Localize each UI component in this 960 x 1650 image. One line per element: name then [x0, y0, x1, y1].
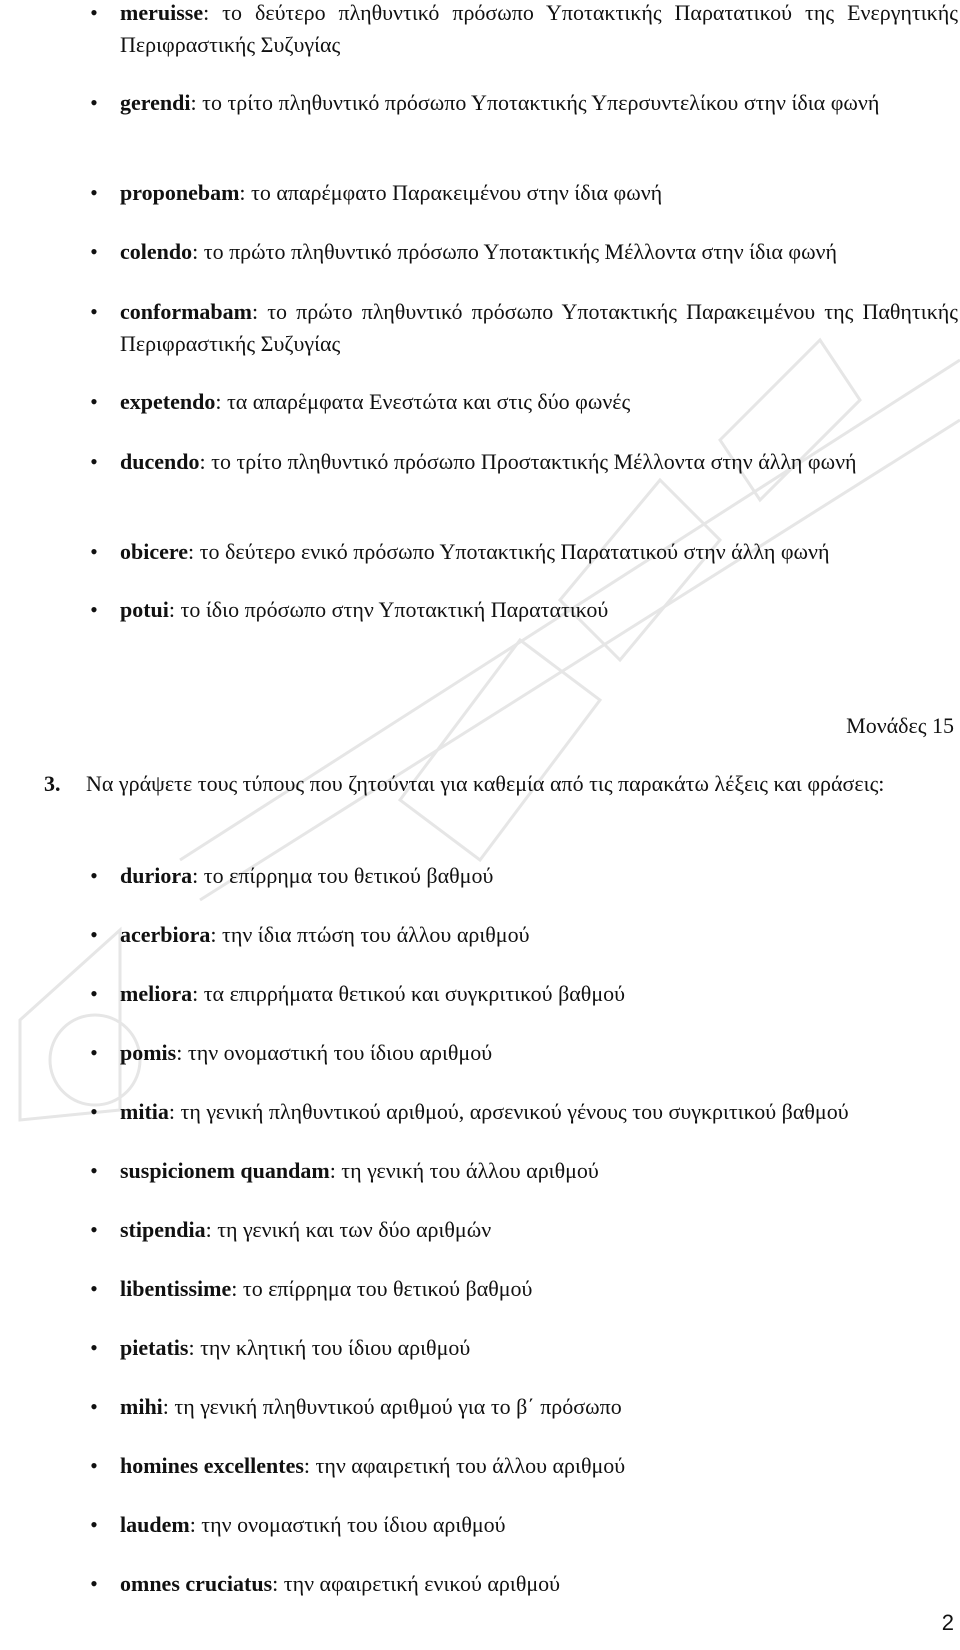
instruction-text: : το δεύτερο ενικό πρόσωπο Υποτακτικής Παρατατικού στην άλλη φωνή — [188, 539, 830, 564]
list-item — [90, 87, 958, 119]
latin-term: omnes cruciatus — [120, 1571, 273, 1596]
list-item — [90, 1509, 958, 1541]
latin-term: mihi — [120, 1394, 163, 1419]
bullet-icon: • — [90, 1099, 98, 1124]
instruction-text: : τη γενική πληθυντικού αριθμού για το β΄ πρόσωπο — [162, 1394, 622, 1419]
instruction-text: : την αφαιρετική ενικού αριθμού — [272, 1571, 561, 1596]
latin-term: laudem — [120, 1512, 190, 1537]
bullet-icon: • — [90, 1394, 98, 1419]
instruction-text: : τα απαρέμφατα Ενεστώτα και στις δύο φωνές — [215, 389, 631, 414]
list-item — [90, 919, 958, 951]
bullet-icon: • — [90, 1453, 98, 1478]
list-item — [90, 1568, 958, 1600]
instruction-text: : το πρώτο πληθυντικό πρόσωπο Υποτακτικής Παρακειμένου της Παθητικής Περιφραστικής Συζυγίας — [120, 299, 958, 356]
list-item — [90, 1391, 958, 1423]
list-item — [90, 536, 958, 568]
list-item — [90, 446, 958, 478]
instruction-text: : το απαρέμφατο Παρακειμένου στην ίδια φωνή — [239, 180, 663, 205]
list-item — [90, 1037, 958, 1069]
bullet-icon: • — [90, 539, 98, 564]
bullet-icon: • — [90, 180, 98, 205]
list-item — [90, 177, 958, 209]
question-3 — [44, 768, 958, 800]
instruction-text: : τη γενική πληθυντικού αριθμού, αρσενικού γένους του συγκριτικού βαθμού — [168, 1099, 849, 1124]
instruction-text: : το τρίτο πληθυντικό πρόσωπο Υποτακτικής Υπερσυντελίκου στην ίδια φωνή — [190, 90, 880, 115]
instruction-text: : το τρίτο πληθυντικό πρόσωπο Προστακτικής Μέλλοντα στην άλλη φωνή — [199, 449, 857, 474]
bullet-icon: • — [90, 981, 98, 1006]
bullet-icon: • — [90, 299, 98, 324]
bullet-icon: • — [90, 1217, 98, 1242]
bullet-icon: • — [90, 863, 98, 888]
latin-term: suspicionem quandam — [120, 1158, 330, 1183]
bullet-icon: • — [90, 1040, 98, 1065]
bullet-icon: • — [90, 239, 98, 264]
latin-term: acerbiora — [120, 922, 211, 947]
question-text: Να γράψετε τους τύπους που ζητούνται για καθεμία από τις παρακάτω λέξεις και φράσεις: — [86, 771, 885, 796]
bullet-icon: • — [90, 1158, 98, 1183]
instruction-text: : τη γενική του άλλου αριθμού — [329, 1158, 599, 1183]
page-number: 2 — [941, 1610, 954, 1635]
bullet-icon: • — [90, 1335, 98, 1360]
bullet-icon: • — [90, 1276, 98, 1301]
latin-term: expetendo — [120, 389, 216, 414]
latin-term: pietatis — [120, 1335, 189, 1360]
latin-term: meruisse — [120, 0, 204, 25]
latin-term: potui — [120, 597, 169, 622]
latin-term: conformabam — [120, 299, 252, 324]
latin-term: homines excellentes — [120, 1453, 304, 1478]
bullet-icon: • — [90, 0, 98, 25]
list-item — [90, 236, 958, 268]
bullet-icon: • — [90, 389, 98, 414]
instruction-text: : την αφαιρετική του άλλου αριθμού — [303, 1453, 626, 1478]
latin-term: stipendia — [120, 1217, 206, 1242]
latin-term: colendo — [120, 239, 193, 264]
list-item — [90, 296, 958, 360]
latin-term: duriora — [120, 863, 193, 888]
question-number: 3. — [44, 771, 61, 796]
latin-term: ducendo — [120, 449, 200, 474]
points-label: Μονάδες 15 — [846, 713, 954, 738]
latin-term: gerendi — [120, 90, 191, 115]
latin-term: proponebam — [120, 180, 240, 205]
list-item — [90, 1332, 958, 1364]
bullet-icon: • — [90, 1512, 98, 1537]
bullet-icon: • — [90, 922, 98, 947]
instruction-text: : το επίρρημα του θετικού βαθμού — [231, 1276, 533, 1301]
instruction-text: : την ονομαστική του ίδιου αριθμού — [176, 1040, 493, 1065]
list-item — [90, 594, 958, 626]
instruction-text: : την ίδια πτώση του άλλου αριθμού — [210, 922, 530, 947]
instruction-text: : τα επιρρήματα θετικού και συγκριτικού βαθμού — [192, 981, 626, 1006]
list-item — [90, 1450, 958, 1482]
list-item — [90, 860, 958, 892]
instruction-text: : την ονομαστική του ίδιου αριθμού — [189, 1512, 506, 1537]
bullet-icon: • — [90, 1571, 98, 1596]
bullet-icon: • — [90, 449, 98, 474]
instruction-text: : το πρώτο πληθυντικό πρόσωπο Υποτακτικής Μέλλοντα στην ίδια φωνή — [192, 239, 837, 264]
instruction-text: : το επίρρημα του θετικού βαθμού — [192, 863, 494, 888]
list-item — [90, 1096, 958, 1128]
latin-term: meliora — [120, 981, 193, 1006]
list-item — [90, 0, 958, 61]
instruction-text: : το δεύτερο πληθυντικό πρόσωπο Υποτακτικής Παρατατικού της Ενεργητικής Περιφραστικής Συζυγίας — [120, 0, 958, 57]
list-item — [90, 1155, 958, 1187]
bullet-icon: • — [90, 597, 98, 622]
latin-term: libentissime — [120, 1276, 232, 1301]
list-item — [90, 386, 958, 418]
list-item — [90, 1214, 958, 1246]
instruction-text: : την κλητική του ίδιου αριθμού — [188, 1335, 471, 1360]
latin-term: obicere — [120, 539, 189, 564]
instruction-text: : τη γενική και των δύο αριθμών — [205, 1217, 492, 1242]
instruction-text: : το ίδιο πρόσωπο στην Υποτακτική Παρατατικού — [168, 597, 609, 622]
list-item — [90, 1273, 958, 1305]
bullet-icon: • — [90, 90, 98, 115]
latin-term: mitia — [120, 1099, 169, 1124]
list-item — [90, 978, 958, 1010]
latin-term: pomis — [120, 1040, 177, 1065]
